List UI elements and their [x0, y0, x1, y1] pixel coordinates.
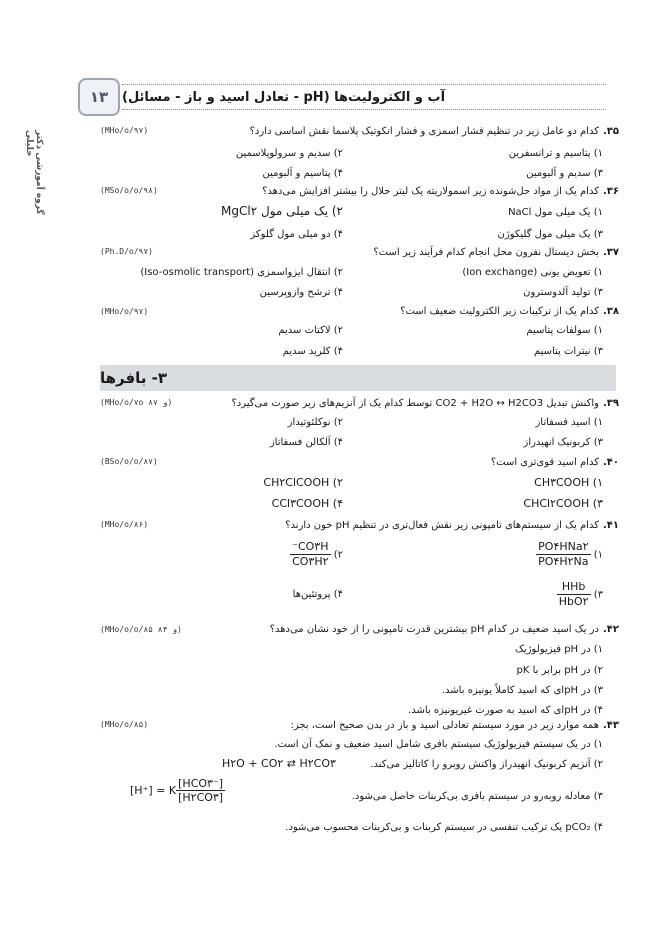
fraction-denominator: [H۲CO۳] — [178, 791, 224, 804]
fraction-denominator: CO۳H۲ — [292, 555, 329, 568]
question-number: ۳۸. — [602, 306, 619, 317]
question-38 — [100, 305, 619, 319]
question-code: (MHo/o/۸۶) — [100, 520, 149, 529]
section-header: ۳- بافرها — [100, 365, 616, 391]
option — [290, 540, 343, 569]
option: ۳) سدیم و آلبومین — [526, 168, 603, 179]
option: ۴) آلکالن فسفاتاز — [269, 437, 343, 448]
question-text: همه موارد زیر در مورد سیستم تعادلی اسید و باز در بدن صحیح است، بجز: — [290, 720, 599, 731]
question-39 — [100, 397, 619, 411]
fraction-numerator: CO۳H⁻ — [290, 540, 330, 555]
equation — [130, 777, 225, 804]
fraction — [176, 777, 225, 804]
question-40 — [100, 456, 619, 470]
option: ۱) CH۳COOH — [534, 476, 603, 489]
question-code: (MHo/o/o/۸۵ و ۸۴) — [100, 625, 182, 634]
option: ۲) در pH برابر با pK — [516, 665, 603, 676]
question-code: (MHo/o/۷o و ۸۷) — [100, 398, 173, 407]
option: ۱) سولفات پتاسیم — [526, 325, 603, 336]
question-code: (MHo/o/۹۷) — [100, 126, 149, 135]
question-43 — [100, 719, 619, 733]
option: ۴) ترشح وازوپرسین — [259, 287, 343, 298]
option: ۲) آنزیم کربونیک انهیدراز واکنش روبرو را کاتالیز می‌کند. — [370, 759, 603, 770]
reaction-formula: H۲O + CO۲ ⇄ H۲CO۳ — [222, 757, 336, 770]
option-number: ۲) — [333, 549, 343, 561]
question-text: کدام یک از مواد حل‌شونده زیر اسمولاریته یک لیتر حلال را بیشتر افزایش می‌دهد؟ — [262, 186, 599, 197]
fraction-denominator: PO۴H۲Na — [538, 555, 589, 568]
option: ۱) در pH فیزیولوژیک — [514, 644, 603, 655]
option: ۴) پروتئین‌ها — [292, 589, 343, 600]
question-37 — [100, 246, 619, 260]
question-text: در یک اسید ضعیف در کدام pH بیشترین قدرت تامپونی را از خود نشان می‌دهد؟ — [269, 624, 599, 635]
option: ۴) در pHای که اسید به صورت غیریونیزه باشد. — [408, 705, 603, 716]
option — [557, 580, 603, 609]
option: ۴) pCO₂ یک ترکیب تنفسی در سیستم کربنات و بی‌کربنات محسوب می‌شود. — [285, 822, 603, 833]
question-number: ۳۹. — [602, 398, 619, 409]
page-header — [78, 78, 606, 114]
question-number: ۴۲. — [602, 624, 619, 635]
option: ۲) یک میلی مول MgCl۲ — [221, 204, 343, 218]
option-number: ۳) — [593, 589, 603, 601]
option: ۴) کلرید سدیم — [282, 346, 343, 357]
option: ۴) CCl۳COOH — [271, 497, 343, 510]
question-number: ۴۳. — [602, 720, 619, 731]
question-text: واکنش تبدیل CO2 + H2O ↔ H2CO3 توسط کدام یک از آنزیم‌های زیر صورت می‌گیرد؟ — [231, 398, 599, 409]
option: ۱) اسید فسفاتاز — [535, 417, 603, 428]
question-number: ۳۵. — [602, 126, 619, 137]
option: ۲) لاکتات سدیم — [278, 325, 343, 336]
question-text: کدام یک از ترکیبات زیر الکترولیت ضعیف است؟ — [400, 306, 599, 317]
option: ۳) تولید آلدوسترون — [523, 287, 603, 298]
fraction — [290, 540, 330, 569]
question-text: کدام اسید قوی‌تری است؟ — [490, 457, 599, 468]
question-code: (MHo/o/۹۷) — [100, 307, 149, 316]
fraction — [536, 540, 590, 569]
option: ۳) کربونیک انهیدراز — [523, 437, 603, 448]
equation-left: [H⁺] = K — [130, 784, 177, 797]
option: ۲) انتقال ایزواسمزی (Iso-osmolic transport) — [140, 267, 343, 278]
question-number: ۳۶. — [602, 186, 619, 197]
option: ۱) در یک سیستم فیزیولوژیک سیستم بافری شامل اسید ضعیف و نمک آن است. — [274, 739, 603, 750]
question-41 — [100, 519, 619, 533]
option: ۳) یک میلی مول گلیکوژن — [497, 229, 603, 240]
question-code: (MHo/o/۸۵) — [100, 720, 149, 729]
question-text: کدام دو عامل زیر در تنظیم فشار اسمزی و فشار انکوتیک پلاسما نقش اساسی دارد؟ — [249, 126, 599, 137]
fraction-numerator: HHb — [557, 580, 591, 595]
question-42 — [100, 623, 619, 637]
option: ۲) CH۲ClCOOH — [263, 476, 343, 489]
fraction-numerator: PO۴HNa۲ — [538, 540, 589, 553]
question-code: (Ph.D/o/۹۷) — [100, 247, 153, 256]
option: ۳) معادله روبه‌رو در سیستم بافری بی‌کربنات حاصل می‌شود. — [351, 791, 603, 802]
question-text: بخش دیستال نفرون محل انجام کدام فرآیند زیر است؟ — [373, 247, 599, 258]
chapter-title: آب و الکترولیت‌ها (pH - تعادل اسید و باز - مسائل) — [122, 84, 606, 110]
question-code: (MSo/o/o/۹۸) — [100, 186, 158, 195]
option: ۴) پتاسیم و آلبومین — [262, 168, 343, 179]
question-number: ۳۷. — [602, 247, 619, 258]
question-code: (BSo/o/o/۸۷) — [100, 457, 158, 466]
option: ۲) نوکلئوتیداز — [287, 417, 343, 428]
option: ۳) CHCl۲COOH — [523, 497, 603, 510]
option: ۱) تعویض یونی (Ion exchange) — [462, 267, 603, 278]
option: ۱) پتاسیم و ترانسفرین — [508, 148, 603, 159]
option: ۳) در pHای که اسید کاملاً یونیزه باشد. — [441, 685, 603, 696]
option: ۴) دو میلی مول گلوکز — [250, 229, 343, 240]
question-text: کدام یک از سیستم‌های تامپونی زیر نقش فعال‌تری در تنظیم pH خون دارند؟ — [285, 520, 599, 531]
option — [536, 540, 603, 569]
option-number: ۱) — [593, 549, 603, 561]
option: ۱) یک میلی مول NaCl — [508, 207, 603, 218]
page-number: ١٣ — [78, 78, 120, 116]
question-number: ۴۰. — [602, 457, 619, 468]
option: ۲) سدیم و سرولوپلاسمین — [235, 148, 343, 159]
question-35 — [100, 125, 619, 139]
fraction — [557, 580, 591, 609]
option: ۳) نیترات پتاسیم — [533, 346, 603, 357]
question-36 — [100, 185, 619, 199]
fraction-numerator: [HCO۳⁻] — [176, 777, 225, 791]
question-number: ۴۱. — [602, 520, 619, 531]
side-label: گروه آموزشی دکتر خلیلی — [24, 130, 44, 215]
fraction-denominator: HbO۲ — [558, 595, 589, 608]
